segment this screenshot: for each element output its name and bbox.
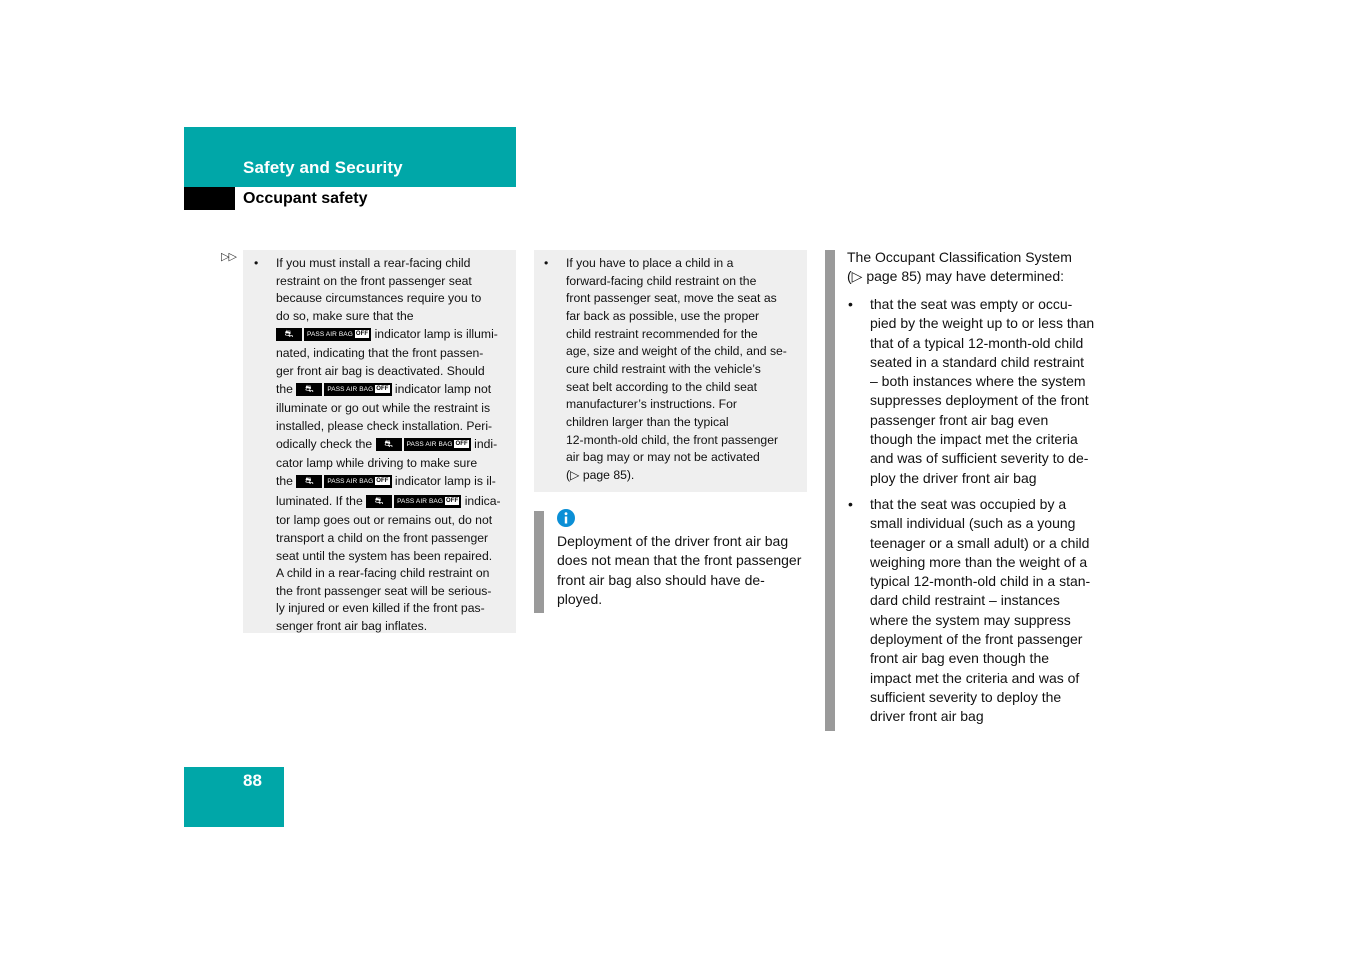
child-seat-airbag-icon: ⛐ bbox=[296, 383, 322, 396]
bullet: • bbox=[544, 256, 549, 270]
section-title: Safety and Security bbox=[243, 158, 403, 177]
bullet: • bbox=[848, 296, 853, 312]
child-seat-airbag-icon: ⛐ bbox=[296, 475, 322, 488]
pass-airbag-off-indicator-icon: ⛐ PASS AIR BAG OFF bbox=[296, 475, 391, 493]
note-bar bbox=[534, 511, 544, 613]
list-item-seat-empty: • that the seat was empty or occu- pied by the weight up to or less than that of a typical 12-month-old child seated in a standard child restraint – both instances where the system suppresses deployment of the front passenger front air bag even though the impact met the criteria and was of sufficient severity to de- ploy the driver front air bag bbox=[848, 296, 1095, 486]
page-number: 88 bbox=[243, 771, 262, 790]
subsection-title: Occupant safety bbox=[243, 190, 368, 207]
list-item-small-occupant: • that the seat was occupied by a small individual (such as a young teenager or a small adult) or a child weighing more than the weight of a typical 12-month-old child in a stan- dard child restraint – instances where the system may suppress deployment of the front passenger front air bag even though the impact met the criteria and was of sufficient severity to deploy the driver front air bag bbox=[848, 496, 1091, 725]
continuation-marker: ▷▷ bbox=[221, 251, 236, 263]
info-icon bbox=[557, 509, 575, 527]
pass-airbag-off-indicator-icon: ⛐ PASS AIR BAG OFF bbox=[296, 383, 391, 401]
bullet: • bbox=[254, 256, 259, 270]
list-item-rear-facing: • If you must install a rear-facing child restraint on the front passenger seat because circumstances require you to do so, make sure that the ⛐ PASS AIR BAG OFF indicator lamp is illumi- nated, indicating that the front passen- ger front air bag is deactivated. Should the ⛐ PASS AIR BAG OFF indicator lamp not illuminate or go out while the restraint is installed, please check installation. Peri- odically check the ⛐ PASS AIR BAG OFF indi- cator lamp while driving to make sure the ⛐ PASS AIR BAG OFF indicator lamp is il- luminated. If the ⛐ PASS AIR BAG OFF indica- tor lamp goes out or remains out, do not transport a child on the front passenger seat until the system has been repaired. A child in a rear-facing child restraint on the front passenger seat will be serious- ly injured or even killed if the front pas- senger front air bag inflates. bbox=[254, 256, 501, 634]
side-bar bbox=[825, 250, 835, 731]
child-seat-airbag-icon: ⛐ bbox=[366, 495, 392, 508]
header-band bbox=[184, 127, 516, 187]
pass-airbag-off-indicator-icon: ⛐ PASS AIR BAG OFF bbox=[276, 328, 371, 346]
child-seat-airbag-icon: ⛐ bbox=[376, 438, 402, 451]
ocs-intro: The Occupant Classification System (▷ page 85) may have determined: bbox=[847, 249, 1072, 285]
pass-airbag-off-indicator-icon: ⛐ PASS AIR BAG OFF bbox=[366, 495, 461, 513]
list-item-forward-facing: • If you have to place a child in a forward-facing child restraint on the front passenger seat, move the seat as far back as possible, use the proper child restraint recommended for the age, size and weight of the child, and se- cure child restraint with the vehicle’s seat belt according to the child seat manufacturer’s instructions. For children larger than the typical 12-month-old child, the front passenger air bag may or may not be activated (▷ page 85). bbox=[544, 256, 787, 482]
pass-airbag-off-indicator-icon: ⛐ PASS AIR BAG OFF bbox=[376, 438, 471, 456]
bullet: • bbox=[848, 496, 853, 512]
page-number-box bbox=[184, 767, 284, 827]
info-note-text: Deployment of the driver front air bag does not mean that the front passenger front air bag also should have de- ployed. bbox=[557, 533, 802, 607]
child-seat-airbag-icon: ⛐ bbox=[276, 328, 302, 341]
subsection-marker bbox=[184, 187, 235, 210]
